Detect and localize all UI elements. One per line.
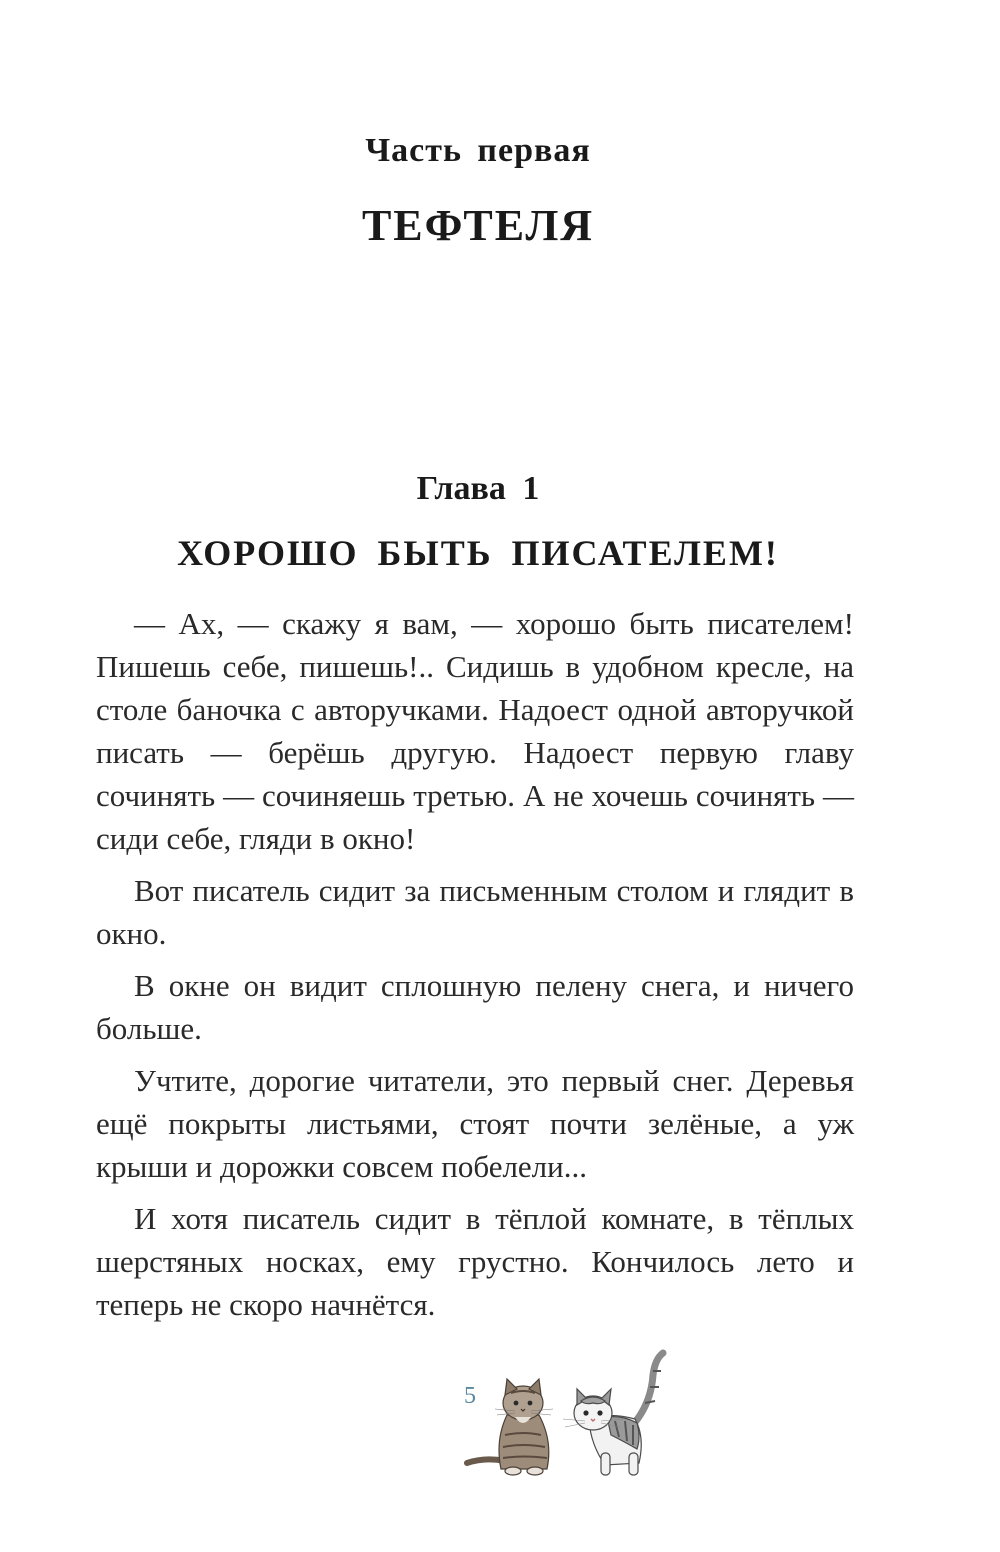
tabby-cat-icon [467, 1379, 553, 1475]
paragraph: Учтите, дорогие читатели, это первый снег. Деревья ещё покрыты листьями, стоят почти зелёные, а уж крыши и дорожки совсем побелели... [96, 1063, 854, 1184]
paragraph: Вот писатель сидит за письменным столом и глядит в окно. [96, 873, 854, 951]
grey-white-cat-icon [563, 1353, 663, 1475]
two-cats-illustration-icon [455, 1345, 695, 1485]
chapter-body [96, 602, 854, 1335]
chapter-label: Глава 1 [416, 470, 540, 507]
paragraph: — Ах, — скажу я вам, — хорошо быть писателем! Пишешь себе, пишешь!.. Сидишь в удобном кресле, на столе баночка с авторучками. Надоест одной авторучкой писать — берёшь другую. Надоест первую главу сочинять — сочиняешь третью. А не хочешь сочинять — сиди себе, гляди в окно! [96, 606, 854, 856]
paragraph: И хотя писатель сидит в тёплой комнате, в тёплых шерстяных носках, ему грустно. Кончилось лето и теперь не скоро начнётся. [96, 1201, 854, 1322]
paragraph: В окне он видит сплошную пелену снега, и ничего больше. [96, 968, 854, 1046]
part-title: ТЕФТЕЛЯ [361, 201, 595, 250]
part-label: Часть первая [365, 132, 591, 169]
chapter-title: ХОРОШО БЫТЬ ПИСАТЕЛЕМ! [177, 533, 779, 573]
page-number: 5 [464, 1383, 476, 1409]
